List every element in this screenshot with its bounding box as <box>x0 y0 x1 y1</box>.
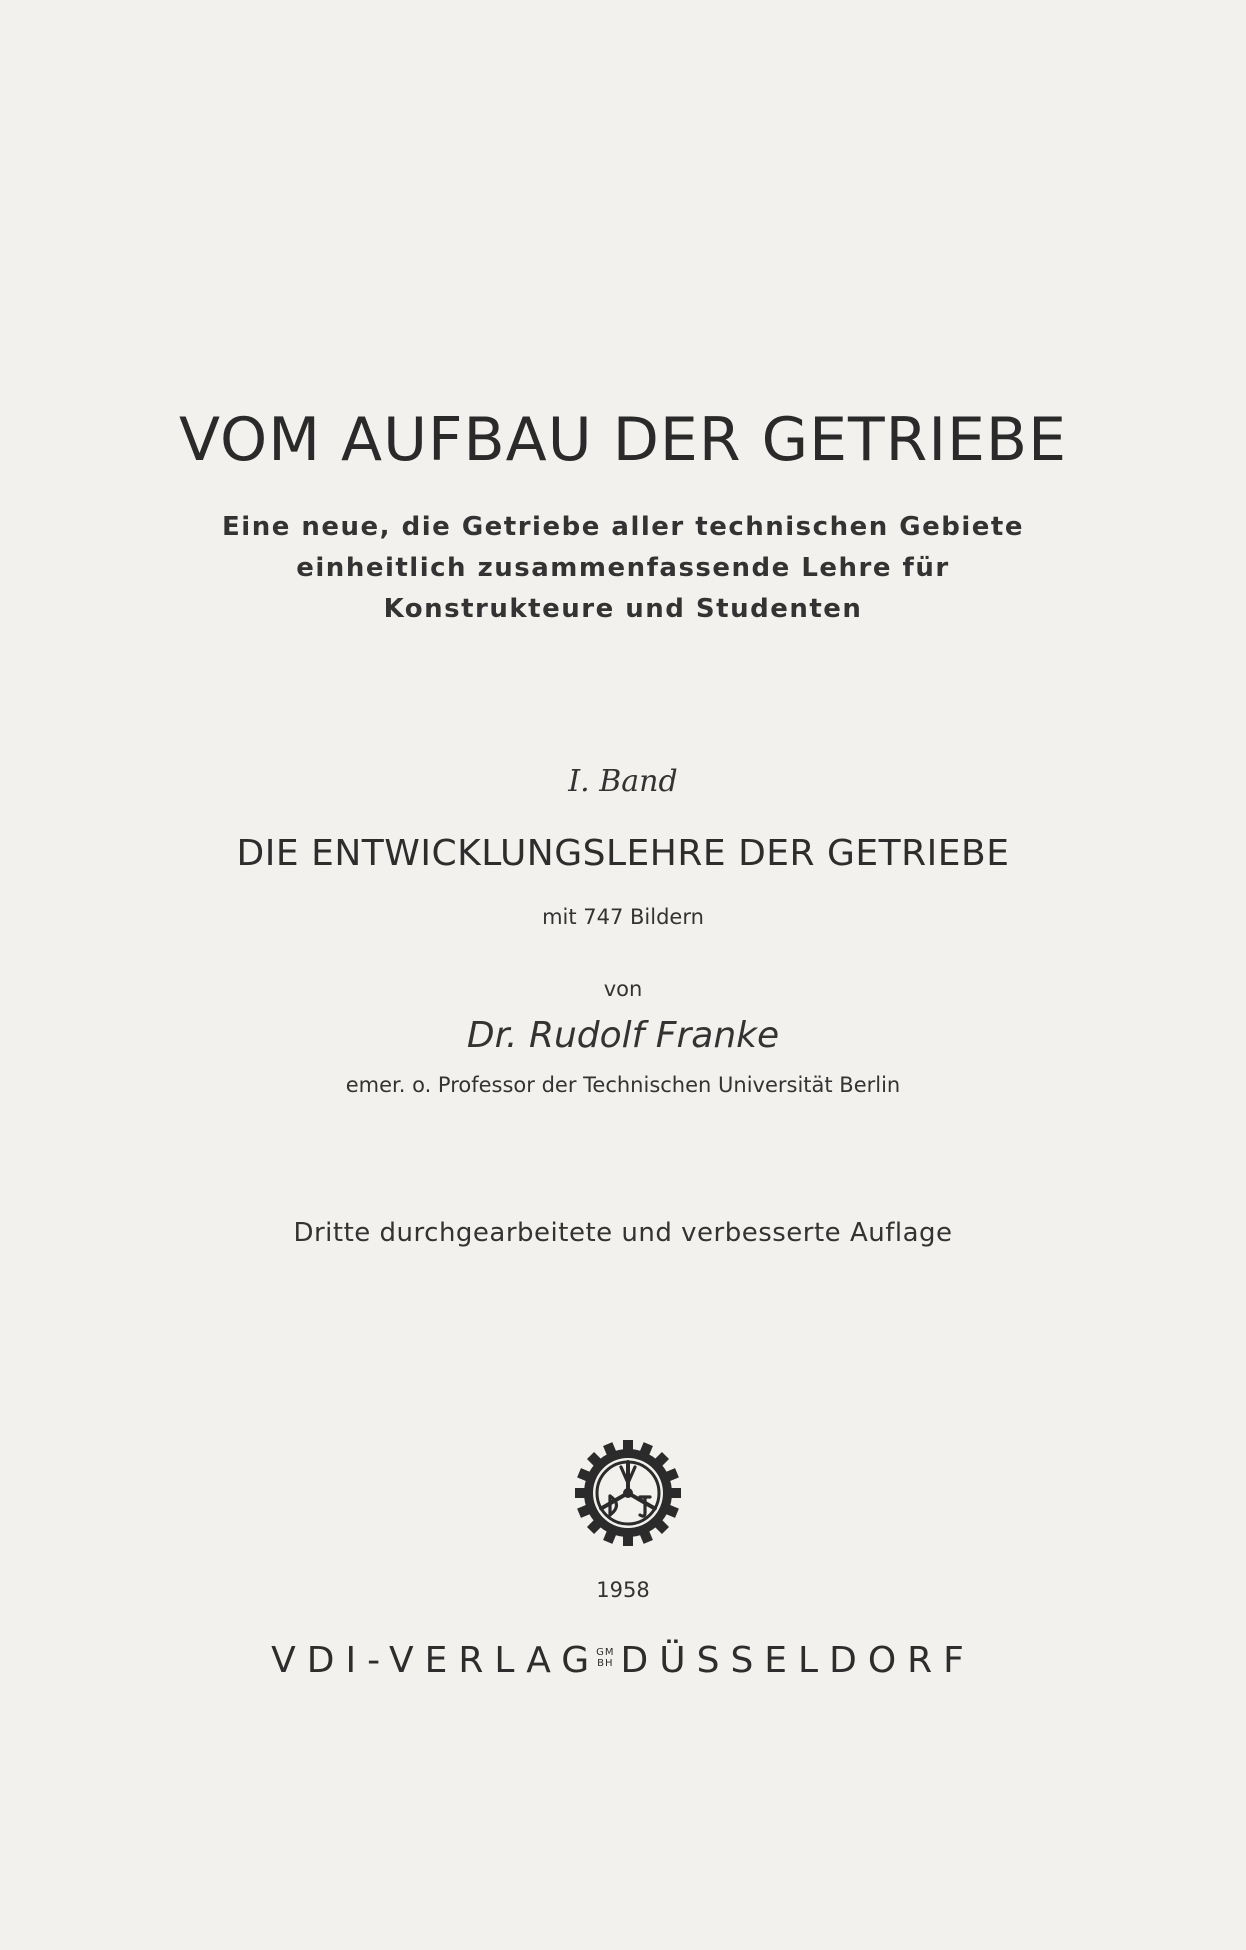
subtitle-line-2: einheitlich zusammenfassende Lehre für <box>296 553 950 583</box>
publisher-name: VDI-VERLAG <box>271 1640 601 1681</box>
vdi-gear-logo-icon <box>573 1438 683 1548</box>
edition-note: Dritte durchgearbeitete und verbesserte Auflage <box>293 1218 953 1248</box>
by-label: von <box>603 977 643 1001</box>
subtitle-line-1: Eine neue, die Getriebe aller technischen Gebiete <box>222 512 1024 542</box>
publisher-city: DÜSSELDORF <box>620 1640 975 1681</box>
volume-title: DIE ENTWICKLUNGSLEHRE DER GETRIEBE <box>236 833 1010 874</box>
gmbh-top: GM <box>596 1647 615 1658</box>
publication-year: 1958 <box>596 1578 650 1602</box>
illustrations-note: mit 747 Bildern <box>542 905 704 929</box>
publisher-line <box>0 1640 1246 1681</box>
gmbh-bottom: BH <box>597 1658 614 1669</box>
subtitle-line-3: Konstrukteure und Studenten <box>383 594 863 624</box>
company-form-gmbh <box>596 1647 614 1669</box>
author-name: Dr. Rudolf Franke <box>466 1015 780 1056</box>
book-title: VOM AUFBAU DER GETRIEBE <box>178 405 1068 475</box>
author-affiliation: emer. o. Professor der Technischen Universität Berlin <box>345 1073 901 1097</box>
volume-number: I. Band <box>568 764 678 799</box>
